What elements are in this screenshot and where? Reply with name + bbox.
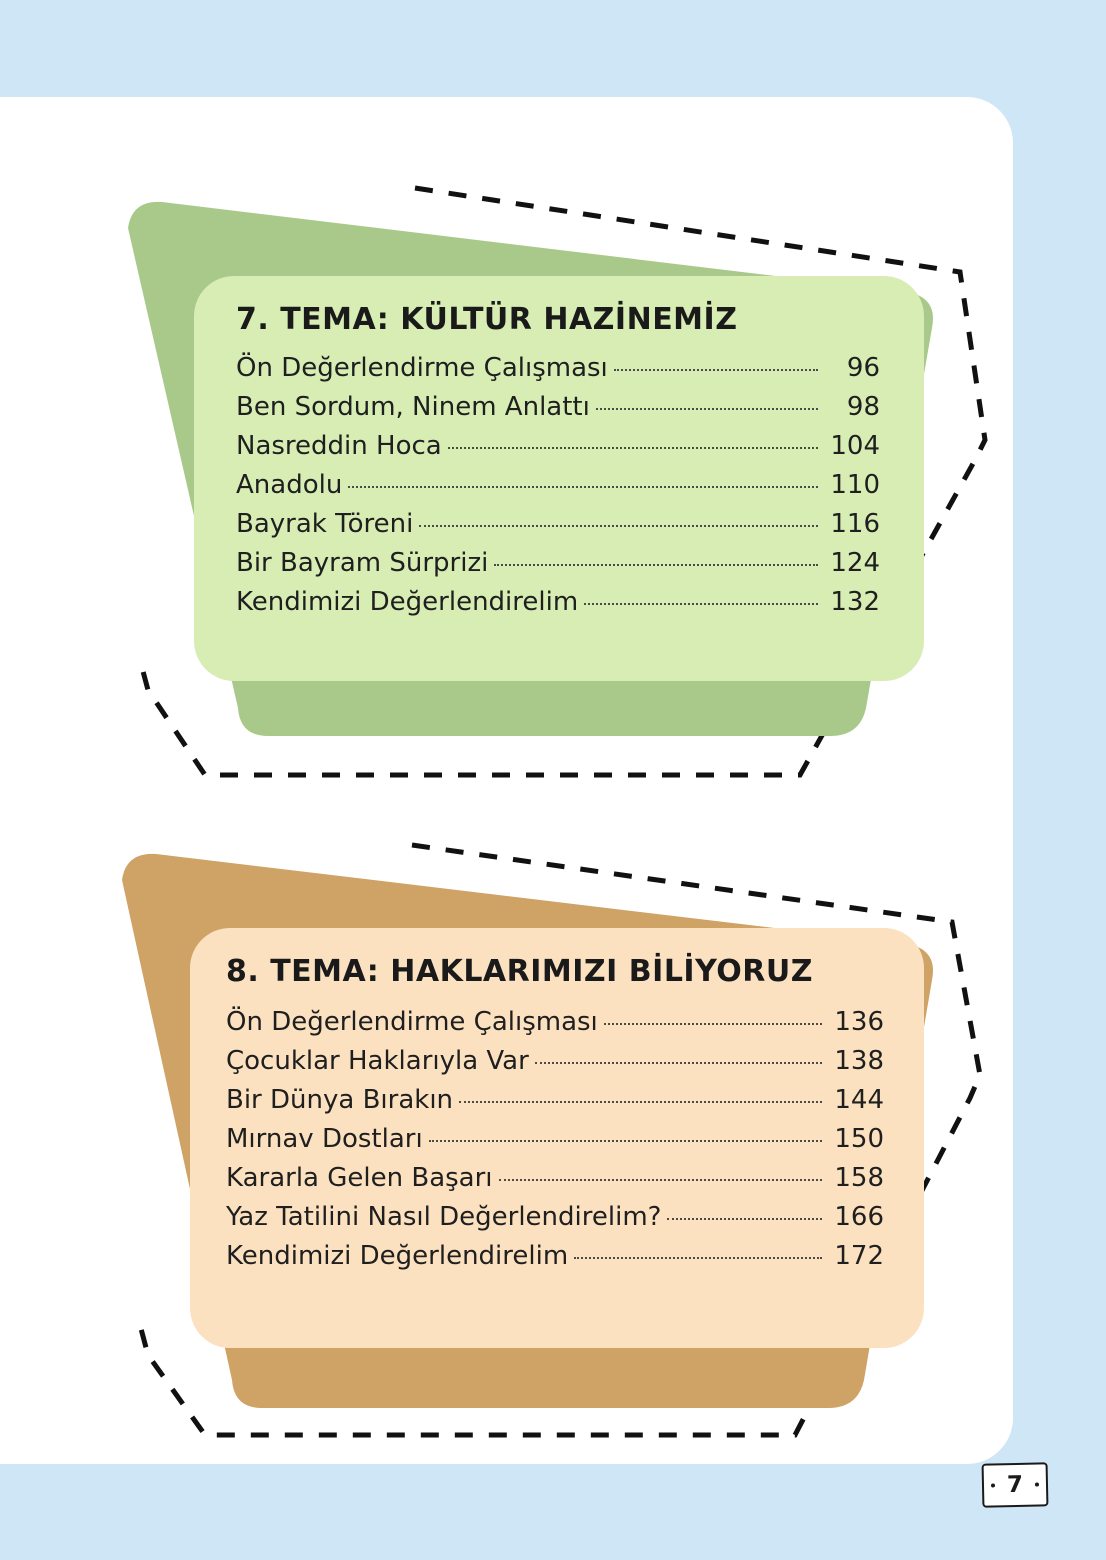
toc-entry-page: 136	[834, 1007, 884, 1037]
page-number: 7	[1006, 1471, 1024, 1499]
toc-entry[interactable]	[226, 1085, 884, 1115]
toc-entry[interactable]	[236, 353, 880, 383]
toc-entry-page: 132	[830, 587, 880, 617]
toc-entry[interactable]	[236, 548, 880, 578]
toc-entry[interactable]	[226, 1124, 884, 1154]
toc-entry-page: 98	[846, 392, 880, 422]
toc-entry-label: Çocuklar Haklarıyla Var	[226, 1046, 529, 1076]
theme-block-8	[112, 838, 952, 1438]
toc-leader-dots	[429, 1140, 822, 1142]
toc-entry-page: 144	[834, 1085, 884, 1115]
theme-8-title: 8. TEMA: HAKLARIMIZI BİLİYORUZ	[226, 954, 813, 989]
theme-7-toc-list	[236, 353, 880, 617]
toc-entry-page: 116	[830, 509, 880, 539]
toc-entry-label: Ön Değerlendirme Çalışması	[226, 1007, 598, 1037]
toc-entry-label: Bir Bayram Sürprizi	[236, 548, 489, 578]
toc-entry-page: 172	[834, 1241, 884, 1271]
toc-leader-dots	[348, 486, 818, 488]
toc-entry-label: Bir Dünya Bırakın	[226, 1085, 454, 1115]
toc-entry-page: 96	[846, 353, 880, 383]
toc-entry[interactable]	[226, 1046, 884, 1076]
toc-leader-dots	[459, 1101, 822, 1103]
badge-dot-right	[1035, 1482, 1039, 1486]
toc-entry[interactable]	[236, 509, 880, 539]
toc-entry-label: Nasreddin Hoca	[236, 431, 442, 461]
toc-entry-label: Ön Değerlendirme Çalışması	[236, 353, 608, 383]
toc-entry-label: Kendimizi Değerlendirelim	[226, 1241, 569, 1271]
toc-entry[interactable]	[236, 587, 880, 617]
theme-7-card	[194, 276, 924, 681]
toc-entry-page: 110	[830, 470, 880, 500]
toc-leader-dots	[604, 1023, 822, 1025]
page-number-badge	[982, 1462, 1049, 1507]
toc-entry[interactable]	[226, 1163, 884, 1193]
toc-leader-dots	[535, 1062, 822, 1064]
toc-entry-page: 138	[834, 1046, 884, 1076]
toc-entry-page: 158	[834, 1163, 884, 1193]
theme-8-toc-list	[226, 1007, 884, 1271]
toc-leader-dots	[494, 564, 818, 566]
toc-leader-dots	[596, 408, 818, 410]
theme-8-card	[190, 928, 924, 1348]
toc-entry[interactable]	[236, 431, 880, 461]
toc-entry-label: Kararla Gelen Başarı	[226, 1163, 493, 1193]
toc-entry-label: Ben Sordum, Ninem Anlattı	[236, 392, 590, 422]
toc-entry[interactable]	[226, 1007, 884, 1037]
toc-entry-page: 150	[834, 1124, 884, 1154]
theme-block-7	[118, 188, 948, 763]
toc-leader-dots	[448, 447, 818, 449]
toc-leader-dots	[499, 1179, 822, 1181]
toc-leader-dots	[667, 1218, 822, 1220]
toc-leader-dots	[584, 603, 818, 605]
toc-entry-page: 124	[830, 548, 880, 578]
toc-leader-dots	[419, 525, 818, 527]
theme-7-title: 7. TEMA: KÜLTÜR HAZİNEMİZ	[236, 302, 738, 337]
toc-leader-dots	[614, 369, 818, 371]
toc-entry-label: Anadolu	[236, 470, 343, 500]
toc-entry-label: Mırnav Dostları	[226, 1124, 423, 1154]
toc-entry[interactable]	[236, 470, 880, 500]
badge-dot-left	[991, 1483, 995, 1487]
toc-entry-label: Bayrak Töreni	[236, 509, 414, 539]
toc-leader-dots	[574, 1257, 822, 1259]
toc-entry[interactable]	[226, 1202, 884, 1232]
toc-entry[interactable]	[236, 392, 880, 422]
toc-entry-page: 104	[830, 431, 880, 461]
toc-entry[interactable]	[226, 1241, 884, 1271]
toc-entry-label: Kendimizi Değerlendirelim	[236, 587, 579, 617]
toc-entry-label: Yaz Tatilini Nasıl Değerlendirelim?	[226, 1202, 662, 1232]
toc-entry-page: 166	[834, 1202, 884, 1232]
